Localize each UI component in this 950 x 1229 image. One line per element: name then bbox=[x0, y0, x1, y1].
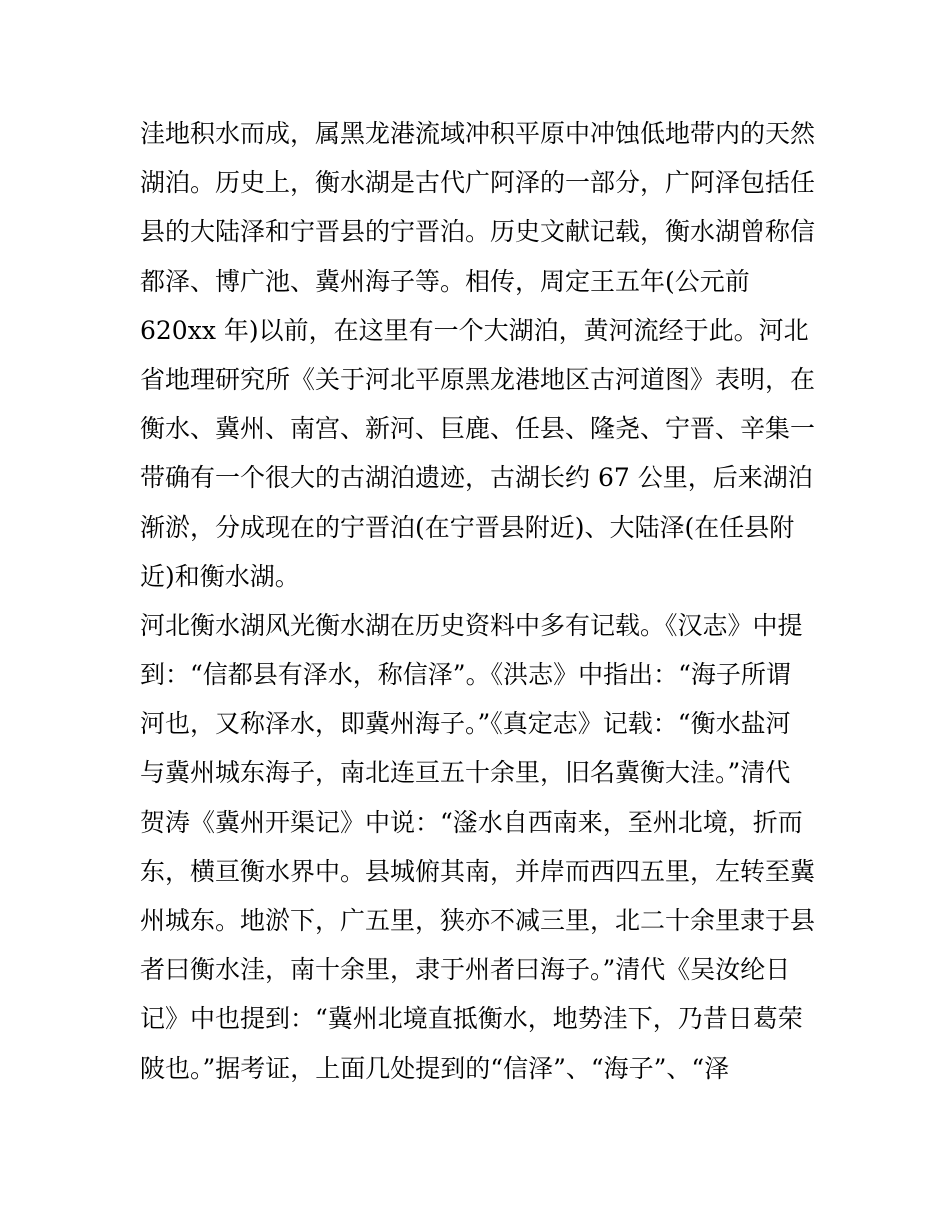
text-line: 渐淤，分成现在的宁晋泊(在宁晋县附近)、大陆泽(在任县附 bbox=[140, 512, 795, 542]
text-line: 省地理研究所《关于河北平原黑龙港地区古河道图》表明，在 bbox=[140, 364, 816, 394]
text-line: 与冀州城东海子，南北连亘五十余里，旧名冀衡大洼。”清代 bbox=[140, 758, 791, 788]
body-text bbox=[140, 109, 820, 1093]
text-line: 湖泊。历史上，衡水湖是古代广阿泽的一部分，广阿泽包括任 bbox=[140, 168, 816, 198]
text-line: 衡水、冀州、南宫、新河、巨鹿、任县、隆尧、宁晋、辛集一 bbox=[140, 414, 816, 444]
text-line: 近)和衡水湖。 bbox=[140, 561, 300, 591]
text-line: 带确有一个很大的古湖泊遗迹，古湖长约 67 公里，后来湖泊 bbox=[140, 463, 813, 493]
text-line: 洼地积水而成，属黑龙港流域冲积平原中冲蚀低地带内的天然 bbox=[140, 119, 816, 148]
text-line: 陂也。”据考证，上面几处提到的“信泽”、“海子”、“泽 bbox=[140, 1053, 730, 1083]
text-line: 到：“信都县有泽水，称信泽”。《洪志》中指出：“海子所谓 bbox=[140, 660, 791, 690]
text-line: 者曰衡水洼，南十余里，隶于州者曰海子。”清代《吴汝纶日 bbox=[140, 955, 791, 985]
text-line: 河北衡水湖风光衡水湖在历史资料中多有记载。《汉志》中提 bbox=[140, 610, 803, 640]
text-line: 记》中也提到：“冀州北境直抵衡水，地势洼下，乃昔日葛荣 bbox=[140, 1004, 803, 1034]
text-line: 贺涛《冀州开渠记》中说：“滏水自西南来，至州北境，折而 bbox=[140, 807, 803, 837]
text-line: 县的大陆泽和宁晋县的宁晋泊。历史文献记载，衡水湖曾称信 bbox=[140, 217, 816, 247]
text-line: 都泽、博广池、冀州海子等。相传，周定王五年(公元前 bbox=[140, 266, 750, 296]
text-line: 河也，又称泽水，即冀州海子。”《真定志》记载：“衡水盐河 bbox=[140, 709, 791, 739]
text-line: 620xx 年)以前，在这里有一个大湖泊，黄河流经于此。河北 bbox=[140, 315, 809, 345]
text-line: 东，横亘衡水界中。县城俯其南，并岸而西四五里，左转至冀 bbox=[140, 856, 816, 886]
text-line: 州城东。地淤下，广五里，狭亦不减三里，北二十余里隶于县 bbox=[140, 906, 816, 935]
